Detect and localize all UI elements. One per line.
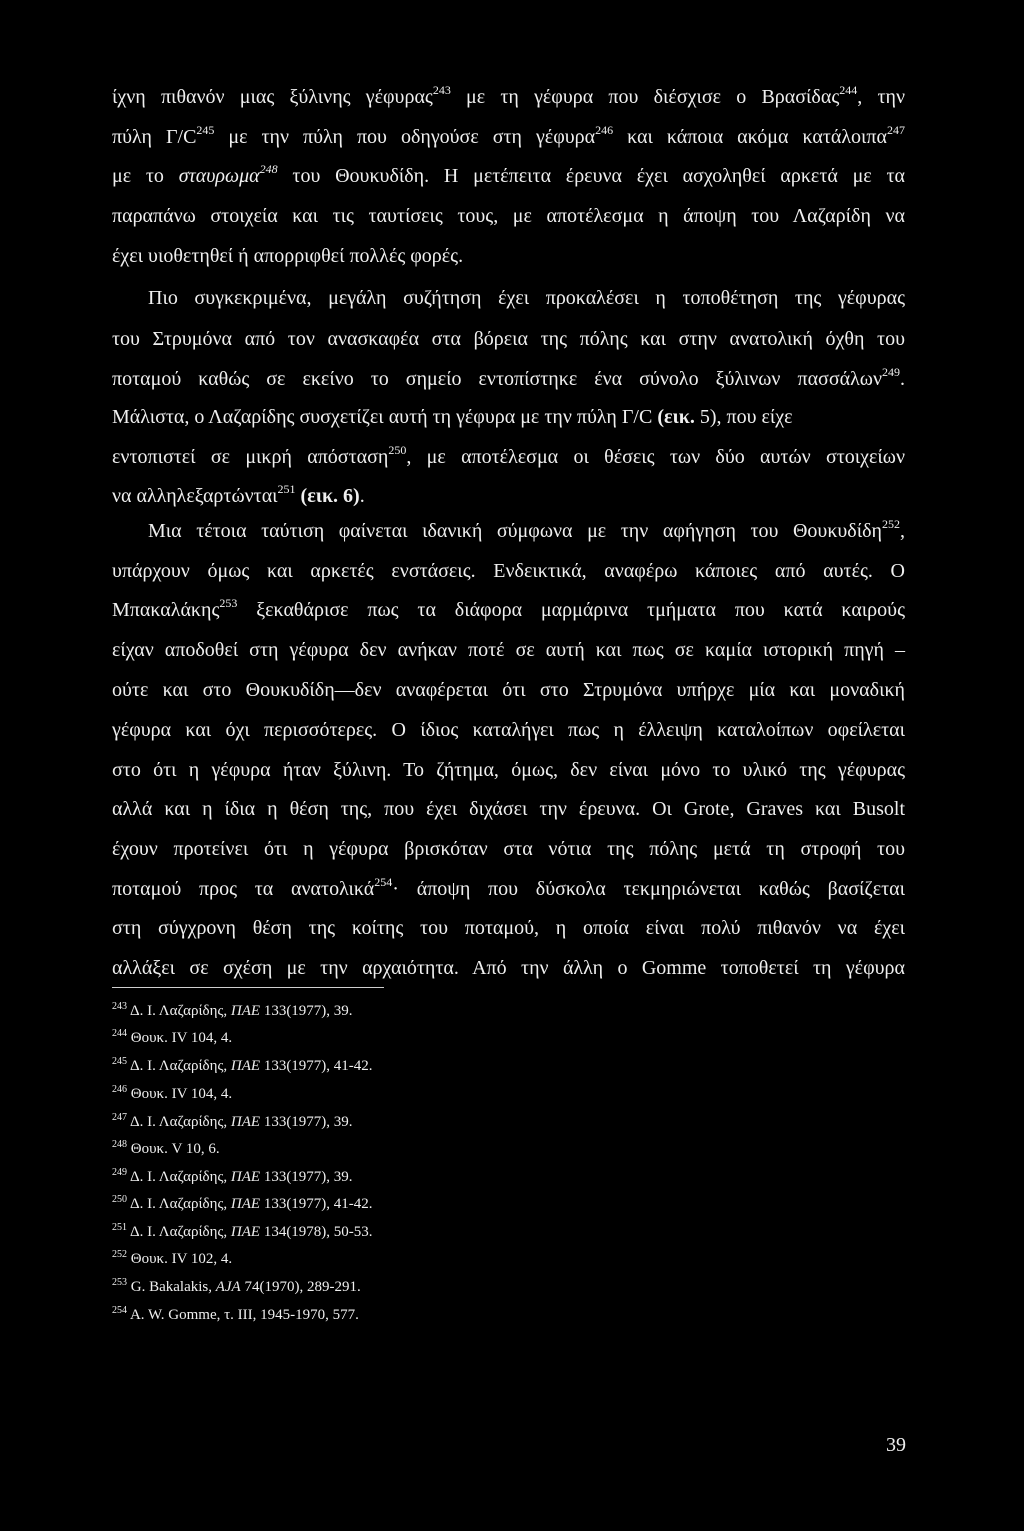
footnote-citation: 133(1977), 39. — [260, 1169, 353, 1185]
text-line: είχαν αποδοθεί στη γέφυρα δεν ανήκαν ποτέ σε αυτή και πως σε καμία ιστορική πηγή – — [112, 639, 905, 661]
text-line: στο ότι η γέφυρα ήταν ξύλινη. Το ζήτημα, όμως, δεν είναι μόνο το υλικό της γέφυρας — [112, 759, 905, 781]
footnote — [112, 1112, 353, 1134]
footnote-number: 252 — [112, 1249, 127, 1260]
text-line: παραπάνω στοιχεία και τις ταυτίσεις τους, με αποτέλεσμα η άποψη του Λαζαρίδη να — [112, 205, 905, 227]
text-line: με το σταυρωμα$^{248}$ του Θουκυδίδη. Η μετέπειτα έρευνα έχει ασχοληθεί αρκετά με τα — [112, 162, 905, 187]
text-line: ποταμού προς τα ανατολικά$^{254}$· άποψη που δύσκολα τεκμηριώνεται καθώς βασίζεται — [112, 875, 905, 900]
footnote-number: 245 — [112, 1056, 127, 1067]
footnote — [112, 1139, 220, 1161]
footnote-number: 250 — [112, 1194, 127, 1205]
figure-ref: (εικ. 6) — [300, 485, 360, 507]
footnote-citation: 133(1977), 41-42. — [260, 1058, 373, 1074]
footnote-text: Θουκ. V 10, 6. — [130, 1141, 220, 1157]
text-line: να αλληλεξαρτώνται$^{251}$ (εικ. 6). — [112, 482, 365, 507]
footnote-ref: 253 — [219, 596, 238, 610]
text-line: Μια τέτοια ταύτιση φαίνεται ιδανική σύμφωνα με την αφήγηση του Θουκυδίδη$^{252}$, — [148, 517, 905, 542]
text-line: στη σύγχρονη θέση της κοίτης του ποταμού, η οποία είναι πολύ πιθανόν να έχει — [112, 917, 905, 939]
footnote-ref: 243 — [432, 83, 451, 97]
text-line: Πιο συγκεκριμένα, μεγάλη συζήτηση έχει προκαλέσει η τοποθέτηση της γέφυρας — [148, 287, 905, 309]
footnote-number: 251 — [112, 1222, 127, 1233]
footnote-ref: 248 — [259, 162, 278, 176]
footnote-text: Δ. Ι. Λαζαρίδης, — [129, 1114, 231, 1130]
text-line: αλλά και η ίδια η θέση της, που έχει διχάσει την έρευνα. Οι Grote, Graves και Busolt — [112, 798, 905, 820]
text-line: Μπακαλάκης$^{253}$ ξεκαθάρισε πως τα διάφορα μαρμάρινα τμήματα που κατά καιρούς — [112, 596, 905, 621]
footnote-journal: ΠΑΕ — [230, 1169, 261, 1185]
footnote-text: Δ. Ι. Λαζαρίδης, — [129, 1003, 231, 1019]
footnote-text: G. Bakalakis, — [130, 1279, 216, 1295]
footnote-citation: 74(1970), 289-291. — [240, 1279, 361, 1295]
footnote-ref: 252 — [882, 517, 900, 531]
footnote-text: Θουκ. IV 104, 4. — [130, 1030, 233, 1046]
footnote — [112, 1167, 353, 1189]
text-line: γέφυρα και όχι περισσότερες. Ο ίδιος καταλήγει πως η έλλειψη καταλοίπων οφείλεται — [112, 719, 905, 741]
footnote-ref: 251 — [277, 482, 296, 496]
footnote-citation: 133(1977), 39. — [260, 1114, 353, 1130]
footnote-separator — [112, 987, 384, 988]
text-line: του Στρυμόνα από τον ανασκαφέα στα βόρεια της πόλης και στην ανατολική όχθη του — [112, 328, 905, 350]
footnote-text: Δ. Ι. Λαζαρίδης, — [129, 1169, 231, 1185]
footnote — [112, 1249, 232, 1271]
footnote — [112, 1028, 232, 1050]
text-line: έχει υιοθετηθεί ή απορριφθεί πολλές φορές. — [112, 245, 464, 267]
text-line: πύλη $\Gamma/C^{245}$ με την πύλη που οδηγούσε στη γέφυρα$^{246}$ και κάποια ακόμα κατάλοιπα$^{247}$ — [112, 123, 905, 148]
footnote — [112, 1056, 373, 1078]
footnote — [112, 1001, 353, 1023]
text-line: αλλάξει σε σχέση με την αρχαιότητα. Από την άλλη ο Gomme τοποθετεί τη γέφυρα — [112, 957, 905, 979]
text-line: ποταμού καθώς σε εκείνο το σημείο εντοπίστηκε ένα σύνολο ξύλινων πασσάλων$^{249}$. — [112, 365, 905, 390]
text-line: Μάλιστα, ο Λαζαρίδης συσχετίζει αυτή τη γέφυρα με την πύλη Γ/C (εικ. 5), που είχε — [112, 406, 793, 428]
footnote — [112, 1084, 232, 1106]
footnote-journal: ΠΑΕ — [230, 1058, 261, 1074]
footnote-ref: 246 — [595, 123, 614, 137]
italic-term: σταυρωμα — [178, 165, 260, 187]
text-line: υπάρχουν όμως και αρκετές ενστάσεις. Ενδεικτικά, αναφέρω κάποιες από αυτές. Ο — [112, 560, 905, 582]
footnote-citation: 133(1977), 41-42. — [260, 1196, 373, 1212]
footnote-journal: ΠΑΕ — [230, 1224, 261, 1240]
footnote-number: 248 — [112, 1139, 127, 1150]
footnote-number: 243 — [112, 1001, 127, 1012]
footnote-number: 244 — [112, 1028, 127, 1039]
footnote-citation: 133(1977), 39. — [260, 1003, 353, 1019]
footnote-ref: 244 — [839, 83, 858, 97]
text-line: εντοπιστεί σε μικρή απόσταση$^{250}$, με αποτέλεσμα οι θέσεις των δύο αυτών στοιχείων — [112, 443, 906, 468]
page-number: 39 — [886, 1434, 906, 1456]
footnote-journal: AJA — [215, 1279, 241, 1295]
footnote-number: 246 — [112, 1084, 127, 1095]
footnote-text: A. W. Gomme, τ. III, 1945-1970, 577. — [129, 1307, 359, 1323]
footnote-ref: 254 — [374, 875, 393, 889]
footnote — [112, 1277, 361, 1299]
footnote-number: 249 — [112, 1167, 127, 1178]
footnote-ref: 245 — [196, 123, 215, 137]
footnote-citation: 134(1978), 50-53. — [260, 1224, 373, 1240]
footnote-ref: 250 — [388, 443, 407, 457]
text-line: ίχνη πιθανόν μιας ξύλινης γέφυρας$^{243}$ με τη γέφυρα που διέσχισε ο Βρασίδας$^{244}$, την — [112, 83, 905, 108]
footnote-number: 253 — [112, 1277, 127, 1288]
footnote-text: Δ. Ι. Λαζαρίδης, — [129, 1196, 231, 1212]
footnote-text: Δ. Ι. Λαζαρίδης, — [129, 1058, 231, 1074]
footnote-journal: ΠΑΕ — [230, 1114, 261, 1130]
figure-ref: (εικ. — [657, 406, 695, 428]
footnote-ref: 249 — [882, 365, 900, 379]
footnote-journal: ΠΑΕ — [230, 1003, 261, 1019]
footnote-text: Θουκ. IV 104, 4. — [130, 1086, 233, 1102]
footnote-text: Θουκ. IV 102, 4. — [130, 1251, 233, 1267]
footnote-ref: 247 — [887, 123, 905, 137]
text-line: έχουν προτείνει ότι η γέφυρα βρισκόταν στα νότια της πόλης μετά τη στροφή του — [112, 838, 905, 860]
footnote-number: 254 — [112, 1305, 127, 1316]
footnote-text: Δ. Ι. Λαζαρίδης, — [129, 1224, 231, 1240]
footnote — [112, 1305, 359, 1327]
text-line: ούτε και στο Θουκυδίδη—δεν αναφέρεται ότι στο Στρυμόνα υπήρχε μία και μοναδική — [112, 679, 905, 701]
footnote-number: 247 — [112, 1112, 127, 1123]
footnote-journal: ΠΑΕ — [230, 1196, 261, 1212]
footnote — [112, 1222, 373, 1244]
footnote — [112, 1194, 373, 1216]
